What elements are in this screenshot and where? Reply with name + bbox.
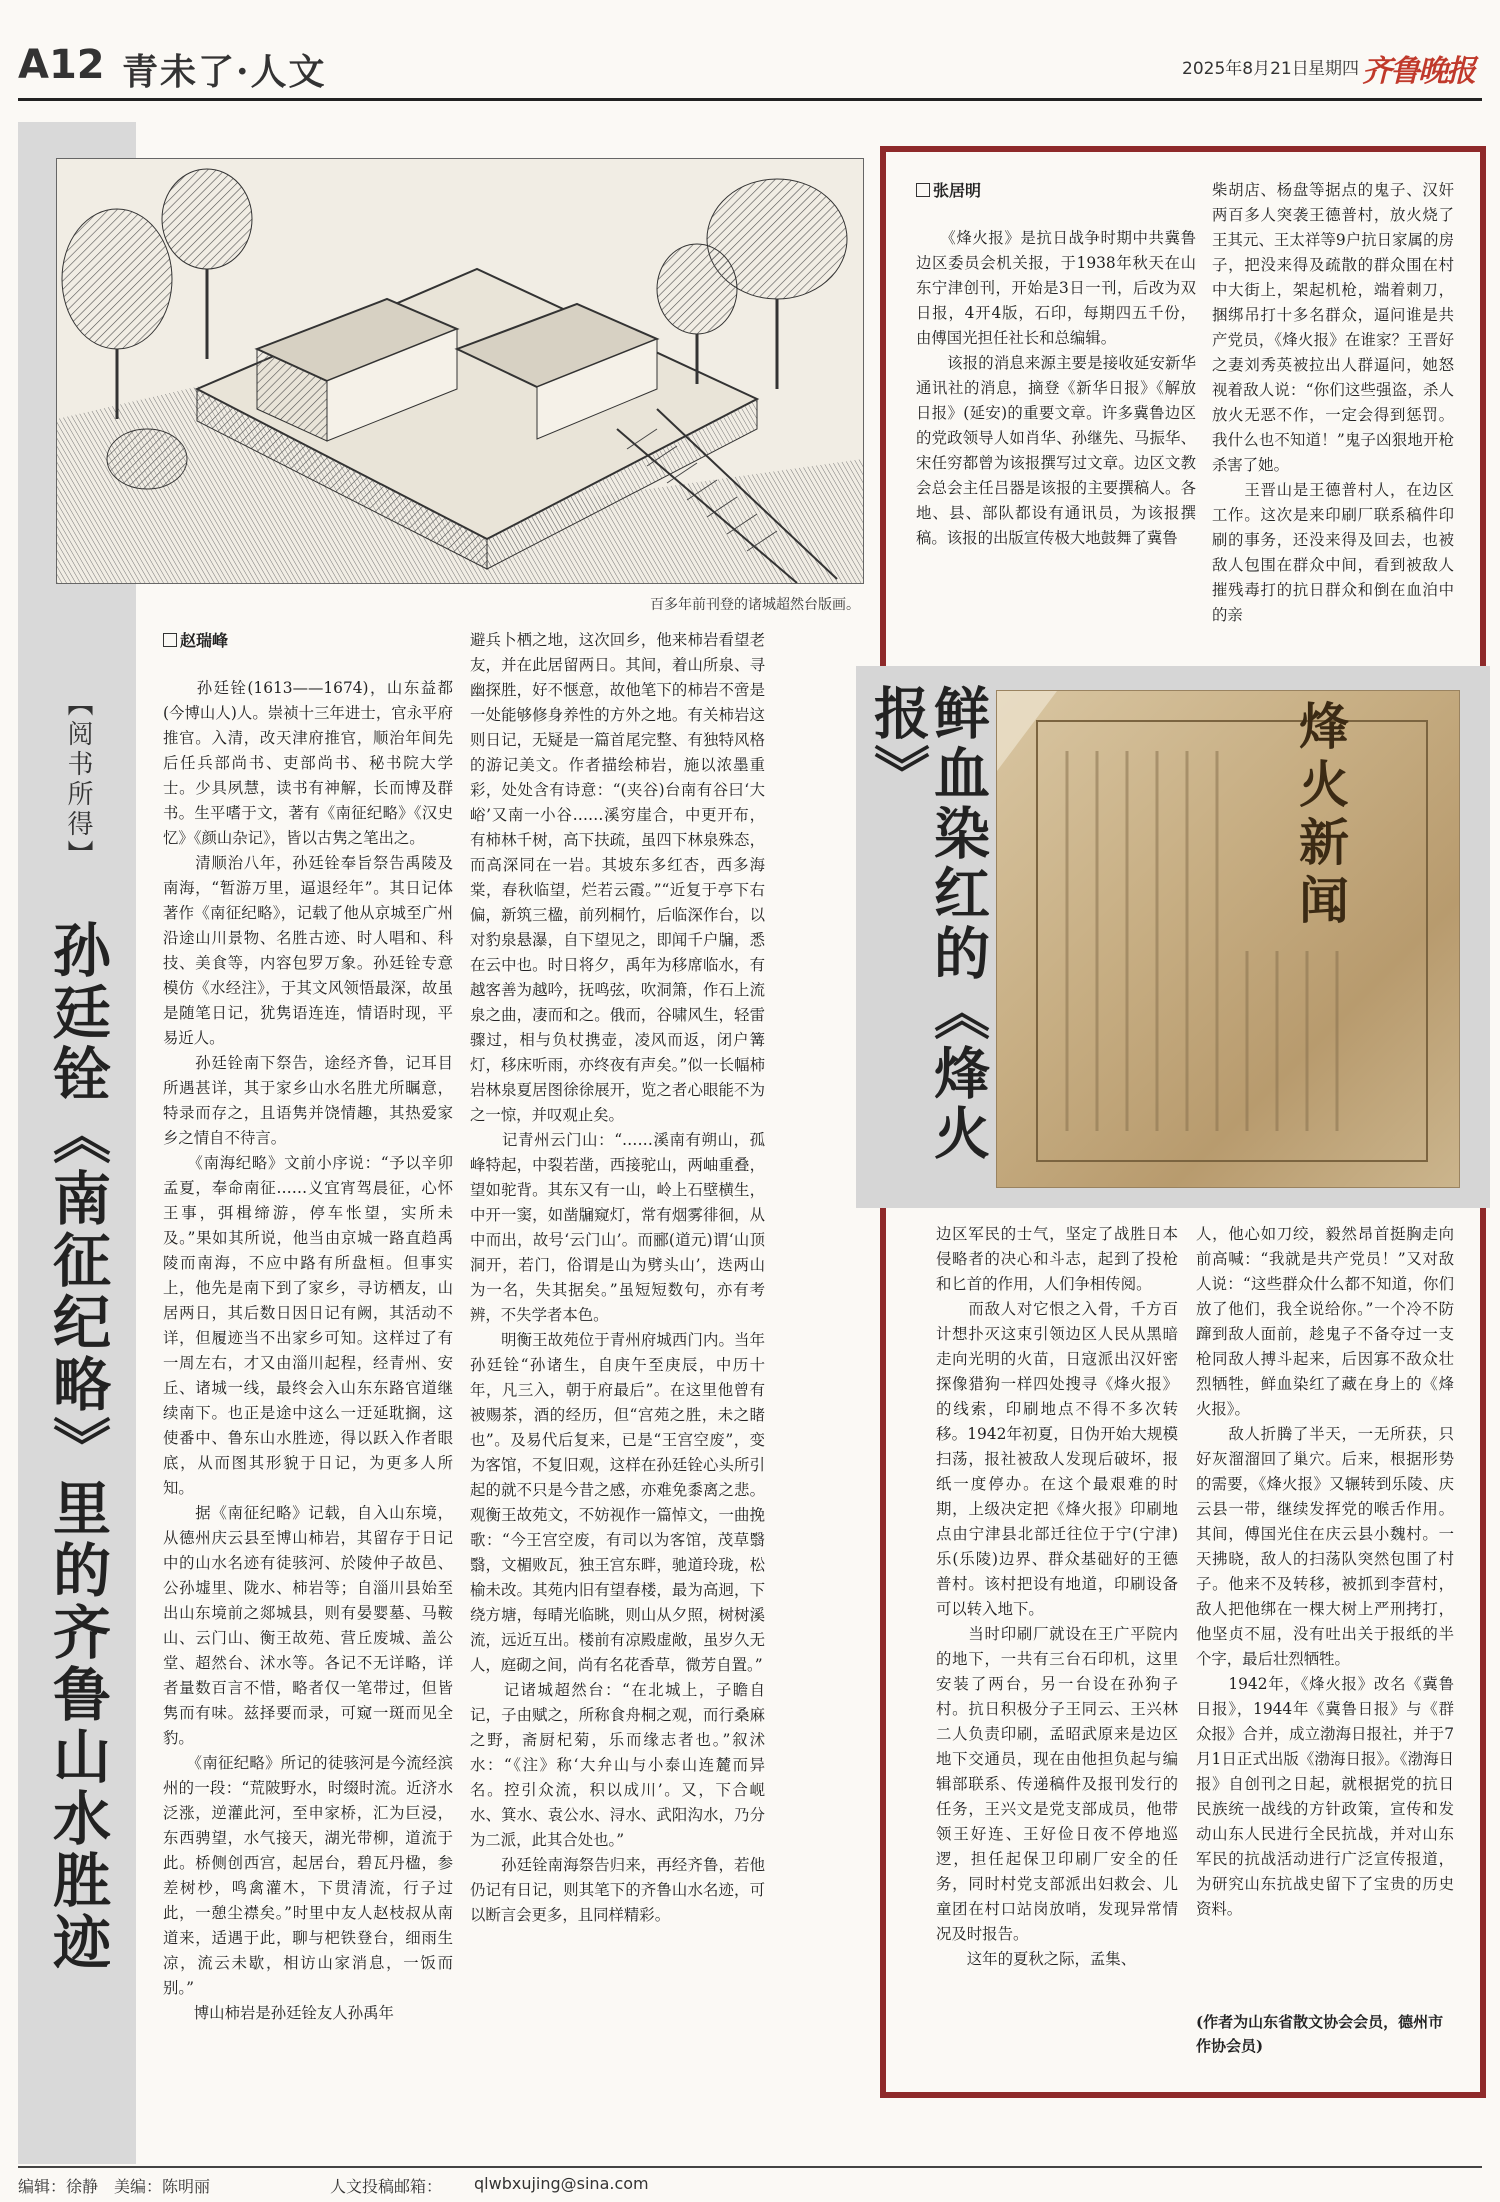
- photo-masthead-text: 烽火新闻: [1291, 700, 1350, 932]
- right-byline-name: 张居明: [933, 181, 982, 200]
- engraving-drawing: [57, 159, 863, 583]
- newspaper-photo: [996, 690, 1460, 1188]
- right-article-bottom-column-1: 边区军民的士气，坚定了战胜日本侵略者的决心和斗志，起到了投枪和匕首的作用，人们争相传阅。 而敌人对它恨之入骨，千方百计想扑灭这束引领边区人民从黑暗走向光明的火苗，日寇派出汉奸密探像猎狗一样四处搜寻《烽火报》的线索，印刷地点不得不多次转移。1942年初夏，日伪开始大规模扫荡，报社被敌人发现后破坏，报纸一度停办。在这个最艰难的时期，上级决定把《烽火报》印刷地点由宁津县北部迁往位于宁(宁津)乐(乐陵)边界、群众基础好的王德普村。该村把设有地道，印刷设备可以转入地下。 当时印刷厂就设在王广平院内的地下，一共有三台石印机，这里安装了两台，另一台设在孙狗子村。抗日积极分子王同云、王兴林二人负责印刷，孟昭武原来是边区地下交通员，现在由他担负起与编辑部联系、传递稿件及报刊发行的任务，王兴文是党支部成员，他带领王好连、王好俭日夜不停地巡逻，担任起保卫印刷厂安全的任务，同时村党支部派出妇救会、儿童团在村口站岗放哨，发现异常情况及时报告。 这年的夏秋之际，孟集、: [936, 1225, 1178, 1968]
- footer-email-label: 人文投稿邮箱：: [330, 2177, 443, 2196]
- issue-weekday: 星期四: [1308, 59, 1359, 79]
- section-name: 青未了·人文: [122, 51, 327, 93]
- right-byline: [916, 178, 981, 201]
- right-article-top-column-1: 《烽火报》是抗日战争时期中共冀鲁边区委员会机关报，于1938年秋天在山东宁津创刊，开始是3日一刊，后改为双日报，4开4版，石印，每期四五千份，由傅国光担任社长和总编辑。 该报的消息来源主要是接收延安新华通讯社的消息，摘登《新华日报》《解放日报》(延安)的重要文章。许多冀鲁边区的党政领导人如肖华、孙继先、马振华、宋任穷都曾为该报撰写过文章。边区文教会总会主任吕器是该报的主要撰稿人。各地、县、部队都设有通讯员，为该报撰稿。该报的出版宣传极大地鼓舞了冀鲁: [916, 229, 1196, 547]
- byline-box-icon: [163, 633, 177, 647]
- photo-texture: [997, 691, 1459, 1187]
- right-article-top-column-2: 柴胡店、杨盘等据点的鬼子、汉奸两百多人突袭王德普村，放火烧了王其元、王太祥等9户抗日家属的房子，把没来得及疏散的群众围在村中大街上，架起机枪，端着刺刀，捆绑吊打十多名群众，逼问谁是共产党员，《烽火报》在谁家？王晋好之妻刘秀英被拉出人群逼问，她怒视着敌人说：“你们这些强盗，杀人放火无恶不作，一定会得到惩罚。我什么也不知道！”鬼子凶狠地开枪杀害了她。 王晋山是王德普村人，在边区工作。这次是来印刷厂联系稿件印刷的事务，还没来得及回去，也被敌人包围在群众中间，看到被敌人摧残毒打的抗日群众和倒在血泊中的亲: [1212, 181, 1454, 624]
- page-number: A12: [18, 42, 105, 88]
- footer-editors: 编辑：徐静 美编：陈明丽: [18, 2177, 211, 2196]
- author-note: (作者为山东省散文协会会员，德州市作协会员): [1196, 2013, 1444, 2055]
- byline-box-icon: [916, 183, 930, 197]
- column-tag: 【阅书所得】: [63, 690, 93, 870]
- image-caption: 百多年前刊登的诸城超然台版画。: [650, 597, 860, 613]
- left-byline-name: 赵瑞峰: [180, 631, 229, 650]
- footer-email-link[interactable]: qlwbxujing@sina.com: [474, 2174, 649, 2193]
- footer-rule: [18, 2166, 1482, 2168]
- engraving-image: [56, 158, 864, 584]
- left-article-column-2: 避兵卜栖之地，这次回乡，他来柿岩看望老友，并在此居留两日。其间，着山所泉、寻幽探胜，好不惬意，故他笔下的柿岩不啻是一处能够修身养性的方外之地。有关柿岩这则日记，无疑是一篇首尾完整、有独特风格的游记美文。作者描绘柿岩，施以浓墨重彩，处处含有诗意：“(夹谷)台南有谷曰‘大峪’又南一小谷……溪穷崖合，中更开布，有柿林千树，高下扶疏，虽四下林泉殊态，而高深同在一岩。其坡东多红杏，西多海棠，春秋临望，烂若云霞。”“近复于亭下右偏，新筑三楹，前列桐竹，后临深作台，以对豹泉悬瀑，自下望见之，即闻千户牖，悉在云中也。时日将夕，禹年为移席临水，有越客善为越吟，抚鸣弦，吹洞箫，作石上流泉之曲，凄而和之。俄而，谷啸风生，轻雷骤过，相与负杖携壶，凌风而返，闭户篝灯，移床听雨，亦终夜有声矣。”似一长幅柿岩林泉夏居图徐徐展开，览之者心眼能不为之一惊，并叹观止矣。 记青州云门山：“……溪南有朔山，孤峰特起，中裂若凿，西接驼山，两岫重叠，望如驼背。其东又有一山，岭上石壁横生，中开一窦，如凿牖窥灯，常有烟雾徘徊，从中而出，故号‘云门山’。而郦(道元)谓‘山顶洞开，若门，俗谓是山为劈头山’，迭两山为一名，失其据矣。”虽短短数句，亦有考辨，不失学者本色。 明衡王故苑位于青州府城西门内。当年孙廷铨“孙诸生，自庚午至庚辰，中历十年，凡三入，朝于府最后”。在这里他曾有被赐茶，酒的经历，但“宫苑之胜，未之睹也”。及易代后复来，已是“王宫空废”，变为客馆，不复旧观，这样在孙廷铨心头所引起的就不只是今昔之感，亦难免黍离之悲。观衡王故苑文，不妨视作一篇悼文，一曲挽歌：“今王宫空废，有司以为客馆，茂草翳翳，文楣败瓦，独王宫东畔，驰道玲珑，松榆未改。其苑内旧有望春楼，最为高迥，下绕方塘，每晴光临眺，则山从夕照，树树溪流，远近互出。楼前有凉殿虚敞，虽岁久无人，庭砌之间，尚有名花香草，微芳自置。” 记诸城超然台：“在北城上，子瞻自记，子由赋之，所称食舟桐之观，而行桑麻之野，斋厨杞菊，乐而缘志者也。”叙沭水：“《注》称‘大弁山与小泰山连麓而异名。控引众流，积以成川’。又，下合岘水、箕水、袁公水、浔水、武阳沟水，乃分为二派，此其合处也。” 孙廷铨南海祭告归来，再经齐鲁，若他仍记有日记，则其笔下的齐鲁山水名迹，可以断言会更多，且同样精彩。: [470, 631, 765, 1924]
- left-article-column-1: 孙廷铨(1613——1674)，山东益都(今博山人)人。崇祯十三年进士，官永平府推官。入清，改天津府推官，顺治年间先后任兵部尚书、吏部尚书、秘书院大学士。少具夙慧，读书有神解，长而博及群书。生平嗜于文，著有《南征纪略》《汉史忆》《颜山杂记》，皆以古隽之笔出之。 清顺治八年，孙廷铨奉旨祭告禹陵及南海，“暂游万里，逼退经年”。其日记体著作《南征纪略》，记载了他从京城至广州沿途山川景物、名胜古迹、时人唱和、科技、美食等，内容包罗万象。孙廷铨专意模仿《水经注》，于其文风领悟最深，故虽是随笔日记，犹隽语连连，情语时现，平易近人。 孙廷铨南下祭告，途经齐鲁，记耳目所遇甚详，其于家乡山水名胜尤所瞩意，特录而存之，且语隽并饶情趣，其热爱家乡之情自不待言。 《南海纪略》文前小序说：“予以辛卯孟夏，奉命南征……义宜宵驾晨征，心怀王事，弭楫缔游，停车怅望，实所未及。”果如其所说，他当由京城一路直趋禹陵而南海，不应中路有所盘桓。但事实上，他先是南下到了家乡，寻访栖友，山居两日，其后数日因日记有阙，其活动不详，但履迹当不出家乡可知。这样过了有一周左右，才又由淄川起程，经青州、安丘、诸城一线，最终会入山东东路官道继续南下。也正是途中这么一迂延耽搁，这使番中、鲁东山水胜迹，得以跃入作者眼底，从而图其形貌于日记，为更多人所知。 据《南征纪略》记载，自入山东境，从德州庆云县至博山柿岩，其留存于日记中的山水名迹有徒骇河、於陵仲子故邑、公孙墟里、陇水、柿岩等；自淄川县始至出山东境前之郯城县，则有晏婴墓、马鞍山、云门山、衡王故苑、营丘废城、盖公堂、超然台、沭水等。各记不无详略，详者量数百言不惜，略者仅一笔带过，但皆隽而有味。兹择要而录，可窥一斑而见全豹。 《南征纪略》所记的徒骇河是今流经滨州的一段：“荒陂野水，时缀时流。近济水泛涨，逆灌此河，至申家桥，汇为巨浸，东西骋望，水气接天，湖光带柳，道流于此。桥侧创西宫，起居台，碧瓦丹楹，参差树杪，鸣禽灌木，下贯清流，行子过此，一憩尘襟矣。”时里中友人赵枝叔从南道来，适遇于此，聊与杷铁登台，细雨生凉，流云未歇，相访山家消息，一饭而别。” 博山柿岩是孙廷铨友人孙禹年: [163, 679, 453, 2022]
- left-byline: [163, 628, 228, 651]
- issue-date: 2025年8月21日: [1182, 59, 1309, 79]
- right-article-bottom-column-2: 人，他心如刀绞，毅然昂首挺胸走向前高喊：“我就是共产党员！”又对敌人说：“这些群众什么都不知道，你们放了他们，我全说给你。”一个冷不防蹿到敌人面前，趁鬼子不备夺过一支枪同敌人搏斗起来，后因寡不敌众壮烈牺牲，鲜血染红了藏在身上的《烽火报》。 敌人折腾了半天，一无所获，只好灰溜溜回了巢穴。后来，根据形势的需要，《烽火报》又辗转到乐陵、庆云县一带，继续发挥党的喉舌作用。其间，傅国光住在庆云县小魏村。一天拂晓，敌人的扫荡队突然包围了村子。他来不及转移，被抓到李营村，敌人把他绑在一棵大树上严刑拷打，他坚贞不屈，没有吐出关于报纸的半个字，最后壮烈牺牲。 1942年，《烽火报》改名《冀鲁日报》，1944年《冀鲁日报》与《群众报》合并，成立渤海日报社，并于7月1日正式出版《渤海日报》。《渤海日报》自创刊之日起，就根据党的抗日民族统一战线的方针政策，宣传和发动山东人民进行全民抗战，并对山东军民的抗战活动进行广泛宣传报道，为研究山东抗战史留下了宝贵的历史资料。: [1196, 1225, 1454, 1918]
- left-article-title: 孙廷铨《南征纪略》里的齐鲁山水胜迹: [43, 920, 111, 1974]
- newspaper-logo: 齐鲁晚报: [1362, 54, 1474, 89]
- right-article-title: 鲜血染红的《烽火报》: [865, 684, 991, 1164]
